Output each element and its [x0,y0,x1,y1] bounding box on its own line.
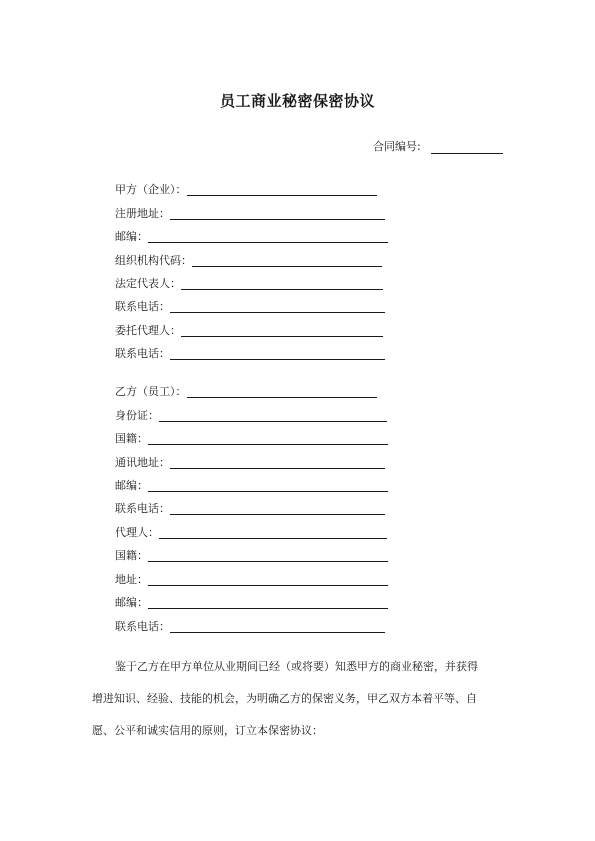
party-b-id-field [115,407,387,423]
field-label: 联系电话： [115,300,170,313]
field-label: 邮编： [115,596,148,609]
party-a-name-field [115,181,377,197]
field-label: 国籍： [115,549,148,562]
party-a-org-code-field [115,252,382,268]
field-blank [148,549,388,562]
party-a-agent-phone-field [115,345,385,361]
party-b-name-field [115,383,377,399]
field-blank [148,479,388,492]
party-a-phone-field [115,298,385,314]
field-blank [192,254,382,267]
field-label: 身份证： [115,409,159,422]
preamble-line-2: 增进知识、经验、技能的机会，为明确乙方的保密义务，甲乙双方本着平等、自 [92,692,477,705]
field-blank [148,573,388,586]
field-label: 邮编： [115,230,148,243]
field-label: 乙方（员工）： [115,385,187,398]
field-blank [159,409,387,422]
party-b-agent-address-field [115,571,388,587]
party-b-agent-phone-field [115,618,385,634]
field-blank [148,432,388,445]
field-label: 法定代表人： [115,277,181,290]
field-label: 联系电话： [115,620,170,633]
field-blank [159,526,387,539]
party-b-phone-field [115,500,385,516]
field-blank [170,347,385,360]
field-label: 联系电话： [115,502,170,515]
field-label: 联系电话： [115,347,170,360]
field-blank [170,300,385,313]
party-a-legal-rep-field [115,275,383,291]
field-label: 委托代理人： [115,324,181,337]
field-blank [181,277,383,290]
field-blank [148,596,388,609]
field-blank [148,230,388,243]
party-b-agent-postcode-field [115,594,388,610]
field-blank [181,324,383,337]
document-title: 员工商业秘密保密协议 [219,92,375,110]
preamble-line-3: 愿、公平和诚实信用的原则，订立本保密协议： [92,724,323,737]
field-blank [170,456,385,469]
party-b-agent-nationality-field [115,547,388,563]
party-b-nationality-field [115,430,388,446]
contract-number-label: 合同编号: [373,140,421,153]
field-label: 通讯地址： [115,456,170,469]
field-blank [170,620,385,633]
field-label: 地址： [115,573,148,586]
party-a-address-field [115,205,385,221]
field-label: 注册地址： [115,207,170,220]
party-b-postcode-field [115,477,388,493]
party-b-mailing-address-field [115,454,385,470]
field-label: 邮编： [115,479,148,492]
contract-number [373,138,503,154]
field-blank [170,502,385,515]
field-blank [170,207,385,220]
field-label: 组织机构代码： [115,254,192,267]
party-a-agent-field [115,322,383,338]
preamble-line-1: 鉴于乙方在甲方单位从业期间已经（或将要）知悉甲方的商业秘密，并获得 [115,660,478,673]
field-label: 甲方（企业）： [115,183,187,196]
party-a-postcode-field [115,228,388,244]
contract-number-blank [431,141,503,154]
party-b-agent-field [115,524,387,540]
field-blank [187,183,377,196]
field-label: 代理人： [115,526,159,539]
field-blank [187,385,377,398]
field-label: 国籍： [115,432,148,445]
